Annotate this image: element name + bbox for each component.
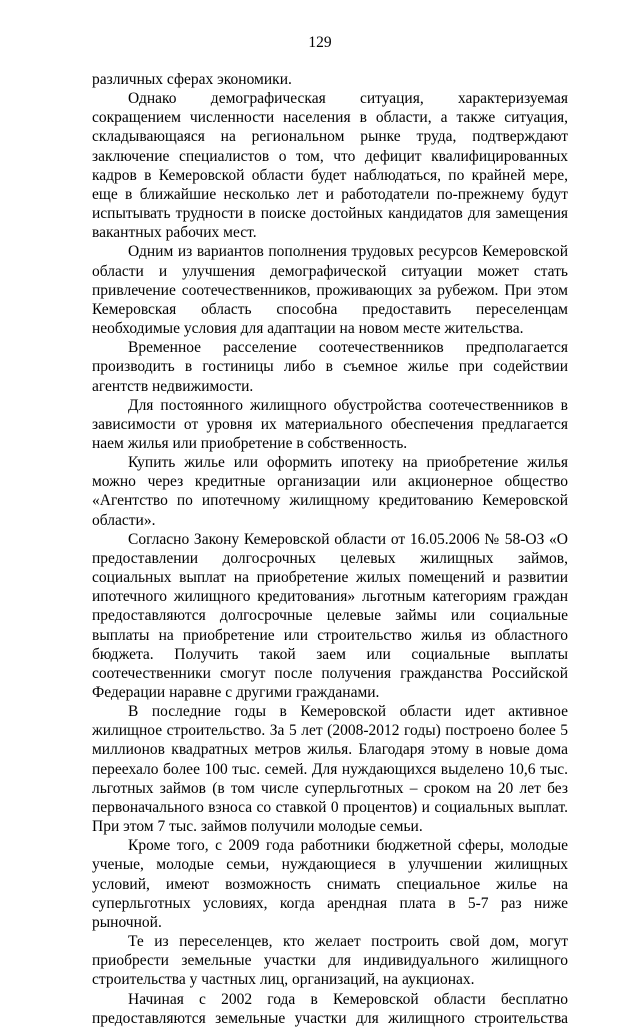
body-text bbox=[92, 70, 568, 1028]
page-number: 129 bbox=[308, 34, 332, 51]
paragraph-regional-law: Согласно Закону Кемеровской области от 16.05.2006 № 58-ОЗ «О предоставлении долгосрочных целевых жилищных займов, социальных выплат на приобретение жилых помещений и развитии ипотечного жилищного кредитования» льготным категориям граждан предоставляются долгосрочные целевые займы или социальные выплаты на приобретение или строительство жилья из областного бюджета. Получить такой заем или социальные выплаты соотечественники смогут после получения гражданства Российской Федерации наравне с другими гражданами. bbox=[92, 530, 568, 701]
paragraph-temporary-housing: Временное расселение соотечественников предполагается производить в гостиницы либо в съемное жилье при содействии агентств недвижимости. bbox=[92, 339, 568, 395]
paragraph-continuation: различных сферах экономики. bbox=[92, 71, 292, 88]
paragraph-mortgage: Купить жилье или оформить ипотеку на приобретение жилья можно через кредитные организации или акционерное общество «Агентство по ипотечному жилищному кредитованию Кемеровской области». bbox=[92, 454, 568, 529]
paragraph-rental-housing: Кроме того, с 2009 года работники бюджетной сферы, молодые ученые, молодые семьи, нуждающиеся в улучшении жилищных условий, имеют возможность снимать специальное жилье на суперльготных условиях, когда арендная плата в 5-7 раз ниже рыночной. bbox=[92, 837, 568, 931]
paragraph-housing-construction: В последние годы в Кемеровской области идет активное жилищное строительство. За 5 лет (2008-2012 годы) построено более 5 миллионов квадратных метров жилья. Благодаря этому в новые дома переехало более 100 тыс. семей. Для нуждающихся выделено 10,6 тыс. льготных займов (в том числе суперльготных – сроком на 20 лет без первоначального взноса со ставкой 0 процентов) и социальных выплат. При этом 7 тыс. займов получили молодые семьи. bbox=[92, 703, 568, 836]
paragraph-demographic-situation: Однако демографическая ситуация, характеризуемая сокращением численности населения в области, а также ситуация, складывающаяся на региональном рынке труда, подтверждают заключение специалистов о том, что дефицит квалифицированных кадров в Кемеровской области будет наблюдаться, по крайней мере, еще в ближайшие несколько лет и работодатели по-прежнему будут испытывать трудности в поиске достойных кандидатов для замещения вакантных рабочих мест. bbox=[92, 90, 568, 242]
paragraph-permanent-housing: Для постоянного жилищного обустройства соотечественников в зависимости от уровня их материального обеспечения предлагается наем жилья или приобретение в собственность. bbox=[92, 396, 568, 452]
paragraph-compatriots-attraction: Одним из вариантов пополнения трудовых ресурсов Кемеровской области и улучшения демографической ситуации может стать привлечение соотечественников, проживающих за рубежом. При этом Кемеровская область способна предоставить переселенцам необходимые условия для адаптации на новом месте жительства. bbox=[92, 243, 568, 338]
paragraph-free-land-plots: Начиная с 2002 года в Кемеровской области бесплатно предоставляются земельные участки для жилищного строительства bbox=[92, 990, 568, 1027]
paragraph-land-plots-purchase: Те из переселенцев, кто желает построить свой дом, могут приобрести земельные участки для индивидуального жилищного строительства у частных лиц, организаций, на аукционах. bbox=[92, 933, 568, 989]
